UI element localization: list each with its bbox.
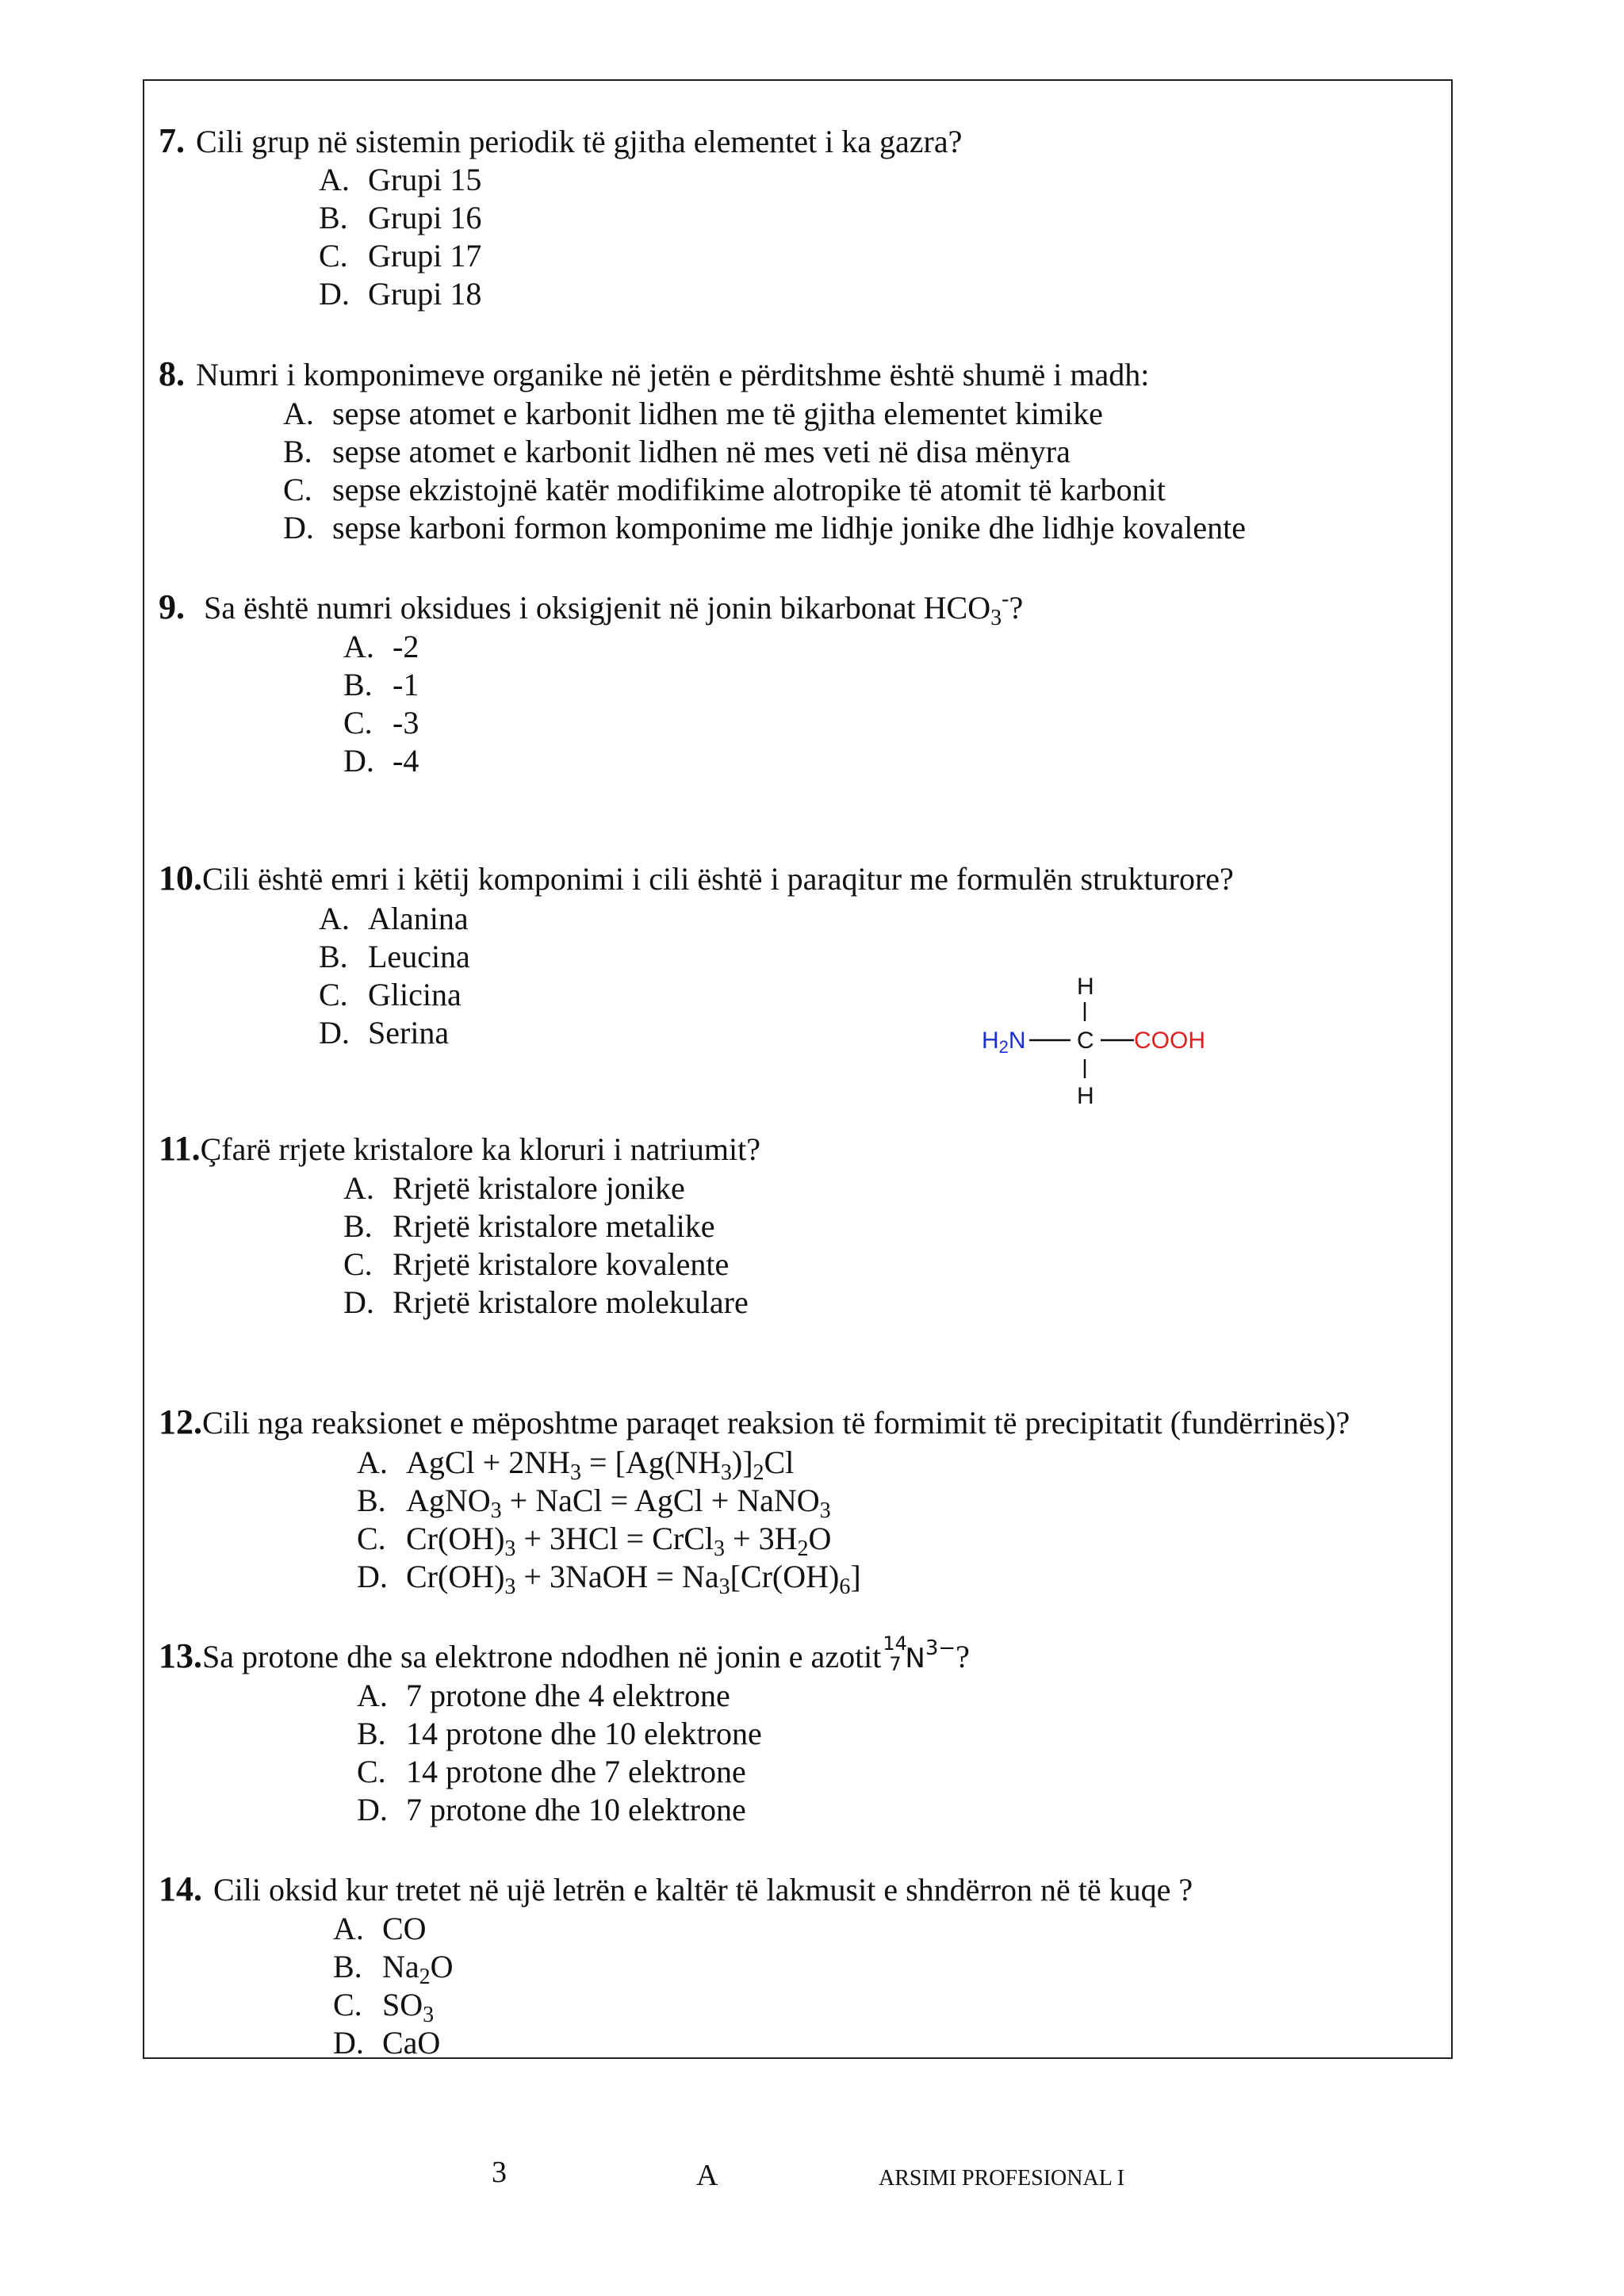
option-b[interactable] (357, 1482, 831, 1523)
question-13 (159, 1632, 970, 1676)
carboxyl-group: COOH (1134, 1027, 1205, 1054)
option-d[interactable]: D. sepse karboni formon komponime me lidhje jonike dhe lidhje kovalente (283, 510, 1246, 545)
question-11 (159, 1128, 760, 1169)
option-a[interactable] (357, 1444, 795, 1485)
option-d[interactable]: D. Grupi 18 (319, 276, 482, 312)
option-c[interactable] (357, 1520, 832, 1561)
question-12 (159, 1402, 1350, 1442)
option-label: A. (357, 1445, 388, 1480)
question-8 (159, 354, 1149, 394)
option-c[interactable]: C. Rrjetë kristalore kovalente (343, 1246, 730, 1282)
question-number: 8. (159, 354, 185, 393)
amine-group: $H_2N$ (982, 1027, 1026, 1057)
question-text: Sa protone dhe sa elektrone ndodhen në jonin e azotit 14 7 $N^{3-}$? (202, 1632, 970, 1675)
question-number: 13. (159, 1636, 202, 1675)
option-a[interactable]: A. -2 (343, 629, 419, 664)
nuclide-indices: 14 7 (883, 1632, 907, 1675)
structural-formula (975, 967, 1237, 1118)
subject-name: ARSIMI PROFESIONAL I (879, 2166, 1125, 2191)
question-number: 10. (159, 859, 202, 897)
option-c[interactable]: C. Grupi 17 (319, 238, 482, 274)
option-text: CaO (382, 2025, 441, 2061)
option-d[interactable]: D. Serina (319, 1015, 450, 1050)
option-label: B. (333, 1949, 362, 1984)
option-b[interactable]: B. Grupi 16 (319, 200, 482, 235)
option-b[interactable] (333, 1948, 454, 1989)
option-label: C. (357, 1521, 386, 1556)
option-c[interactable]: C. -3 (343, 705, 419, 740)
question-number: 11. (159, 1129, 201, 1168)
option-a[interactable]: A. sepse atomet e karbonit lidhen me të gjitha elementet kimike (283, 396, 1103, 431)
option-label: B. (357, 1483, 386, 1518)
question-number: 12. (159, 1402, 202, 1441)
option-text: $Cr(OH)_3 + 3HCl$ = CrCl$_3$ + $3H_2O$ (406, 1521, 832, 1561)
option-c[interactable] (333, 1986, 435, 2027)
option-d[interactable] (333, 2024, 440, 2061)
option-label: D. (333, 2025, 364, 2061)
option-b[interactable]: B. Rrjetë kristalore metalike (343, 1208, 715, 1244)
bottom-hydrogen: H (1077, 1083, 1094, 1109)
option-d[interactable] (357, 1558, 861, 1599)
option-label: C. (333, 1987, 362, 2022)
option-a[interactable] (333, 1910, 427, 1947)
question-text: Cili grup në sistemin periodik të gjitha elementet i ka gazra? (196, 124, 963, 159)
option-text: AgNO$_3$ + NaCl = AgCl + NaNO$_3$ (406, 1483, 831, 1523)
question-text: Numri i komponimeve organike në jetën e përditshme është shumë i madh: (196, 357, 1150, 392)
question-text: Sa është numri oksidues i oksigjenit në jonin bikarbonat $HCO_3^-$? (204, 587, 1024, 630)
option-label: D. (357, 1559, 388, 1594)
option-b[interactable]: B. sepse atomet e karbonit lidhen në mes veti në disa mënyra (283, 434, 1071, 469)
option-c[interactable]: C. Glicina (319, 977, 462, 1012)
option-text: $Cr(OH)_3$ + 3NaOH = $Na_3[Cr(OH)_6]$ (406, 1559, 861, 1599)
central-carbon: C (1077, 1027, 1094, 1054)
top-hydrogen: H (1077, 974, 1094, 1000)
option-c[interactable]: C. sepse ekzistojnë katër modifikime alotropike të atomit të karbonit (283, 472, 1166, 507)
page-number: 3 (492, 2156, 507, 2189)
option-b[interactable]: B. Leucina (319, 939, 470, 974)
question-10 (159, 858, 1234, 898)
option-a[interactable]: A. Rrjetë kristalore jonike (343, 1170, 685, 1206)
question-7 (159, 121, 962, 161)
option-label: A. (333, 1911, 364, 1946)
question-text: Çfarë rrjete kristalore ka kloruri i natriumit? (200, 1131, 760, 1167)
question-text: Cili oksid kur tretet në ujë letrën e kaltër të lakmusit e shndërron në të kuqe ? (213, 1872, 1193, 1908)
question-number: 14. (159, 1869, 202, 1908)
option-text: $Na_2O$ (382, 1949, 454, 1989)
option-d[interactable]: D. -4 (343, 743, 419, 779)
question-9 (159, 587, 1024, 630)
question-text: Cili nga reaksionet e mëposhtme paraqet reaksion të formimit të precipitatit (fundërrinës)? (202, 1405, 1350, 1441)
option-b[interactable]: B. 14 protone dhe 10 elektrone (357, 1716, 762, 1751)
option-text: $SO_3$ (382, 1987, 435, 2027)
option-b[interactable]: B. -1 (343, 667, 419, 702)
question-number: 7. (159, 121, 185, 160)
option-d[interactable]: D. Rrjetë kristalore molekulare (343, 1284, 749, 1320)
option-a[interactable]: A. 7 protone dhe 4 elektrone (357, 1678, 730, 1713)
exam-variant: A (696, 2159, 718, 2192)
option-a[interactable]: A. Grupi 15 (319, 162, 482, 197)
option-text: AgCl + $2NH_3 = [Ag(NH_3)]_2Cl$ (406, 1445, 795, 1485)
question-text: Cili është emri i këtij komponimi i cili është i paraqitur me formulën strukturore? (202, 861, 1234, 897)
option-text: CO (382, 1911, 427, 1946)
option-a[interactable]: A. Alanina (319, 901, 469, 936)
option-d[interactable]: D. 7 protone dhe 10 elektrone (357, 1792, 746, 1827)
option-c[interactable]: C. 14 protone dhe 7 elektrone (357, 1754, 746, 1789)
question-number: 9. (159, 587, 185, 626)
question-14 (159, 1869, 1193, 1909)
